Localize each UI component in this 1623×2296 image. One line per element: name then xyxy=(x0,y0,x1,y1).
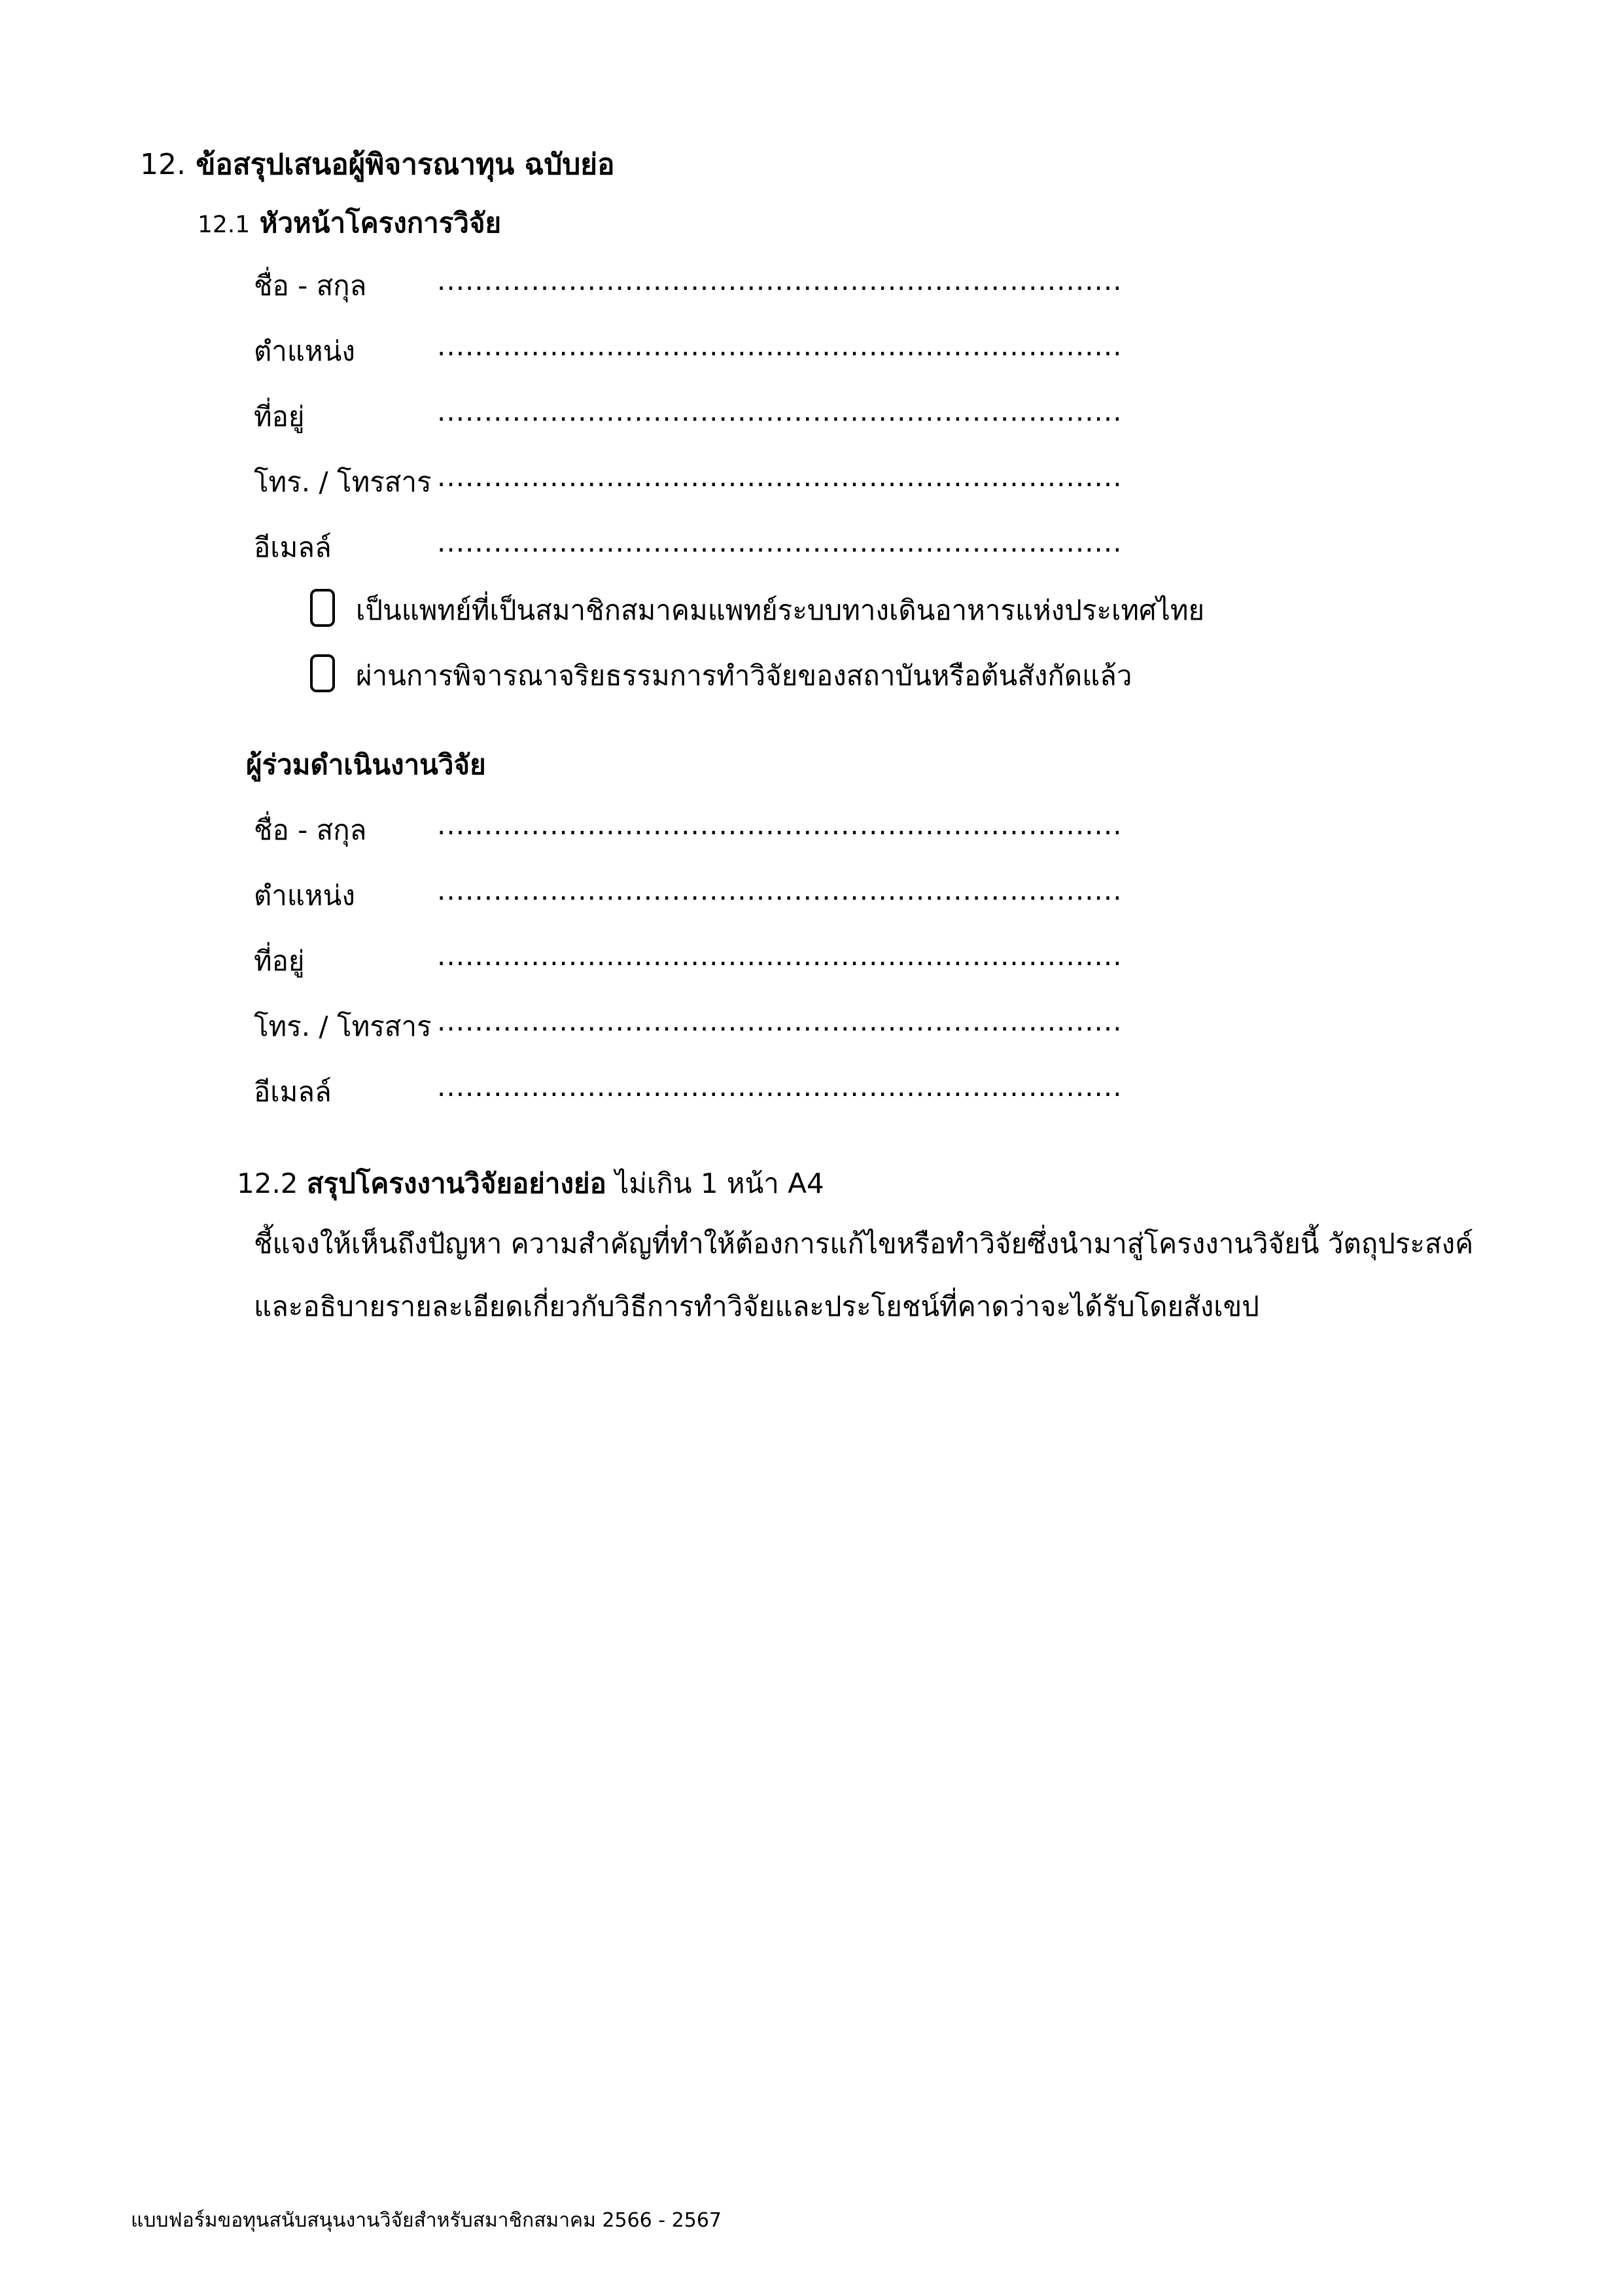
co-address-label: ที่อยู่ xyxy=(254,945,305,977)
subsection-2-note: ไม่เกิน 1 หน้า A4 xyxy=(615,1167,824,1199)
co-email-field[interactable]: ......................................................................... xyxy=(437,1070,1123,1103)
leader-phone-label: โทร. / โทรสาร xyxy=(254,466,432,498)
co-email-label: อีเมลล์ xyxy=(254,1076,332,1108)
checkbox-ethics-label: ผ่านการพิจารณาจริยธรรมการทำวิจัยของสถาบันหรือต้นสังกัดแล้ว xyxy=(356,660,1132,692)
co-phone-label: โทร. / โทรสาร xyxy=(254,1010,432,1042)
subsection-1-heading xyxy=(198,202,501,245)
checkbox-member-label: เป็นแพทย์ที่เป็นสมาชิกสมาคมแพทย์ระบบทางเดินอาหารแห่งประเทศไทย xyxy=(356,594,1205,626)
co-name-label: ชื่อ - สกุล xyxy=(254,814,367,846)
page-footer: แบบฟอร์มขอทุนสนับสนุนงานวิจัยสำหรับสมาชิกสมาคม 2566 - 2567 xyxy=(131,2209,722,2232)
instruction-line-1: ชี้แจงให้เห็นถึงปัญหา ความสำคัญที่ทำให้ต้องการแก้ไขหรือทำวิจัยซึ่งนำมาสู่โครงงานวิจัยนี้ วัตถุประสงค์ xyxy=(254,1227,1474,1260)
subsection-1-number: 12.1 xyxy=(198,211,251,238)
leader-email-label: อีเมลล์ xyxy=(254,531,332,563)
leader-email-field[interactable]: ......................................................................... xyxy=(437,526,1123,558)
leader-address-label: ที่อยู่ xyxy=(254,400,305,433)
co-position-field[interactable]: ......................................................................... xyxy=(437,874,1123,906)
leader-name-label: ชื่อ - สกุล xyxy=(254,270,367,302)
leader-phone-field[interactable]: ......................................................................... xyxy=(437,461,1123,493)
co-phone-field[interactable]: ......................................................................... xyxy=(437,1005,1123,1037)
subsection-2-heading xyxy=(237,1162,824,1205)
section-title: ข้อสรุปเสนอผู้พิจารณาทุน ฉบับย่อ xyxy=(196,148,615,181)
checkbox-ethics[interactable] xyxy=(310,654,335,692)
co-name-field[interactable]: ......................................................................... xyxy=(437,809,1123,841)
co-address-field[interactable]: ......................................................................... xyxy=(437,940,1123,972)
leader-position-field[interactable]: ......................................................................... xyxy=(437,330,1123,362)
subsection-1-title: หัวหน้าโครงการวิจัย xyxy=(259,207,502,239)
subsection-2-number: 12.2 xyxy=(237,1167,298,1199)
leader-address-field[interactable]: ......................................................................... xyxy=(437,395,1123,427)
subsection-2-title: สรุปโครงงานวิจัยอย่างย่อ xyxy=(306,1167,606,1199)
leader-position-label: ตำแหน่ง xyxy=(254,335,355,367)
section-heading xyxy=(140,141,615,187)
instruction-line-2: และอธิบายรายละเอียดเกี่ยวกับวิธีการทำวิจัยและประโยชน์ที่คาดว่าจะได้รับโดยสังเขป xyxy=(254,1290,1259,1322)
leader-name-field[interactable]: ......................................................................... xyxy=(437,264,1123,296)
section-number: 12. xyxy=(140,148,186,181)
checkbox-member[interactable] xyxy=(310,589,335,627)
co-researcher-heading: ผู้ร่วมดำเนินงานวิจัย xyxy=(246,749,486,781)
co-position-label: ตำแหน่ง xyxy=(254,879,355,911)
